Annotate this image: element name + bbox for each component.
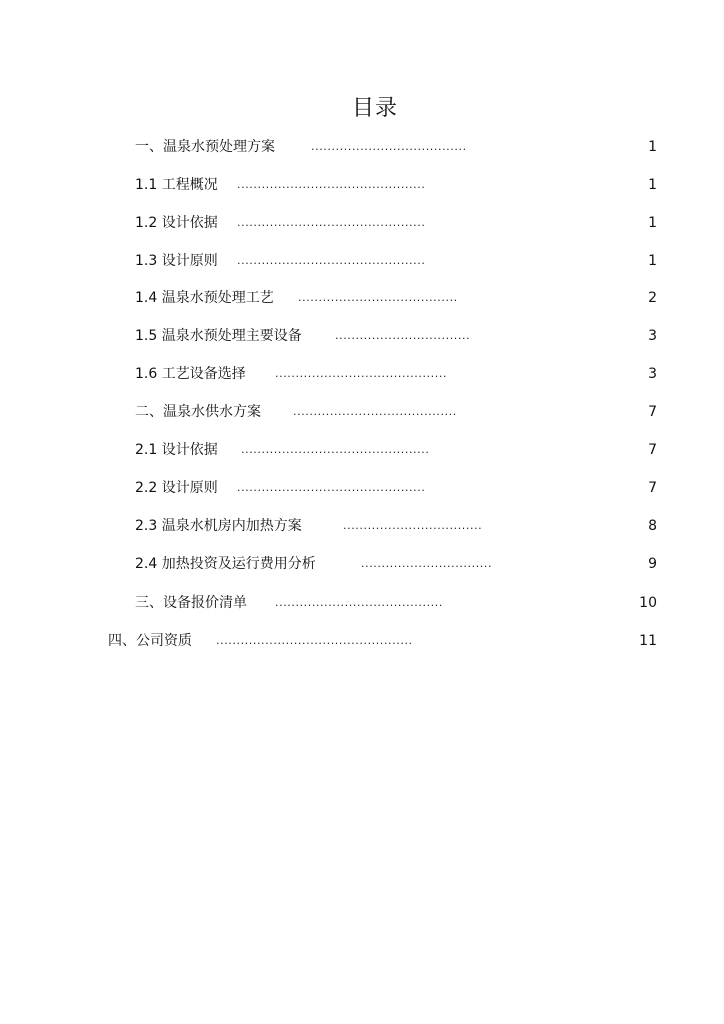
toc-entry-title: 1.4 温泉水预处理工艺 bbox=[135, 290, 274, 306]
toc-page-number: 9 bbox=[648, 556, 657, 572]
toc-page-number: 3 bbox=[648, 328, 657, 344]
toc-leader-dots: .................................. bbox=[343, 519, 483, 532]
toc-entry-title: 2.3 温泉水机房内加热方案 bbox=[135, 518, 302, 534]
toc-entry[interactable] bbox=[135, 250, 657, 272]
toc-page-number: 2 bbox=[648, 290, 657, 306]
toc-leader-dots: ...................................... bbox=[311, 140, 467, 153]
toc-leader-dots: .............................................. bbox=[241, 443, 430, 456]
toc-page-number: 1 bbox=[648, 177, 657, 193]
toc-page-number: 11 bbox=[639, 633, 657, 649]
toc-entry-title: 1.3 设计原则 bbox=[135, 253, 218, 269]
toc-leader-dots: ................................ bbox=[361, 557, 493, 570]
toc-leader-dots: ....................................... bbox=[298, 291, 458, 304]
toc-page-number: 1 bbox=[648, 215, 657, 231]
toc-entry[interactable] bbox=[135, 363, 657, 385]
toc-page-number: 3 bbox=[648, 366, 657, 382]
toc-page-number: 10 bbox=[639, 595, 657, 611]
toc-entry[interactable] bbox=[135, 401, 657, 423]
toc-entry[interactable] bbox=[135, 212, 657, 234]
toc-entry-title: 一、温泉水预处理方案 bbox=[135, 139, 275, 155]
toc-entry-title: 2.1 设计依据 bbox=[135, 442, 218, 458]
toc-entry-title: 1.1 工程概况 bbox=[135, 177, 218, 193]
toc-entry[interactable] bbox=[135, 477, 657, 499]
toc-leader-dots: .............................................. bbox=[237, 178, 426, 191]
toc-entry[interactable] bbox=[135, 439, 657, 461]
toc-entry-title: 三、设备报价清单 bbox=[135, 595, 247, 611]
toc-leader-dots: ................................................ bbox=[216, 634, 413, 647]
toc-entry[interactable] bbox=[135, 136, 657, 158]
toc-page-number: 1 bbox=[648, 139, 657, 155]
toc-entry[interactable] bbox=[135, 515, 657, 537]
toc-entry[interactable] bbox=[135, 174, 657, 196]
toc-entry[interactable] bbox=[135, 592, 657, 614]
toc-entry-title: 四、公司资质 bbox=[108, 633, 192, 649]
toc-leader-dots: .............................................. bbox=[237, 216, 426, 229]
toc-page-number: 8 bbox=[648, 518, 657, 534]
toc-leader-dots: .......................................... bbox=[275, 367, 448, 380]
toc-entry-title: 1.2 设计依据 bbox=[135, 215, 218, 231]
toc-page-number: 7 bbox=[648, 404, 657, 420]
toc-leader-dots: .............................................. bbox=[237, 481, 426, 494]
toc-entry-title: 1.5 温泉水预处理主要设备 bbox=[135, 328, 302, 344]
toc-entry-title: 1.6 工艺设备选择 bbox=[135, 366, 246, 382]
toc-entry[interactable] bbox=[135, 287, 657, 309]
toc-entry[interactable] bbox=[135, 325, 657, 347]
toc-entry-title: 2.2 设计原则 bbox=[135, 480, 218, 496]
page-title: 目录 bbox=[351, 96, 398, 121]
toc-leader-dots: ................................. bbox=[335, 329, 471, 342]
toc-entry[interactable] bbox=[135, 553, 657, 575]
toc-leader-dots: ........................................ bbox=[293, 405, 457, 418]
toc-entry-title: 二、温泉水供水方案 bbox=[135, 404, 261, 420]
toc-page-number: 1 bbox=[648, 253, 657, 269]
toc-entry[interactable] bbox=[108, 630, 657, 652]
toc-page-number: 7 bbox=[648, 442, 657, 458]
toc-page-number: 7 bbox=[648, 480, 657, 496]
toc-leader-dots: .............................................. bbox=[237, 254, 426, 267]
toc-entry-title: 2.4 加热投资及运行费用分析 bbox=[135, 556, 316, 572]
toc-leader-dots: ......................................... bbox=[275, 596, 443, 609]
